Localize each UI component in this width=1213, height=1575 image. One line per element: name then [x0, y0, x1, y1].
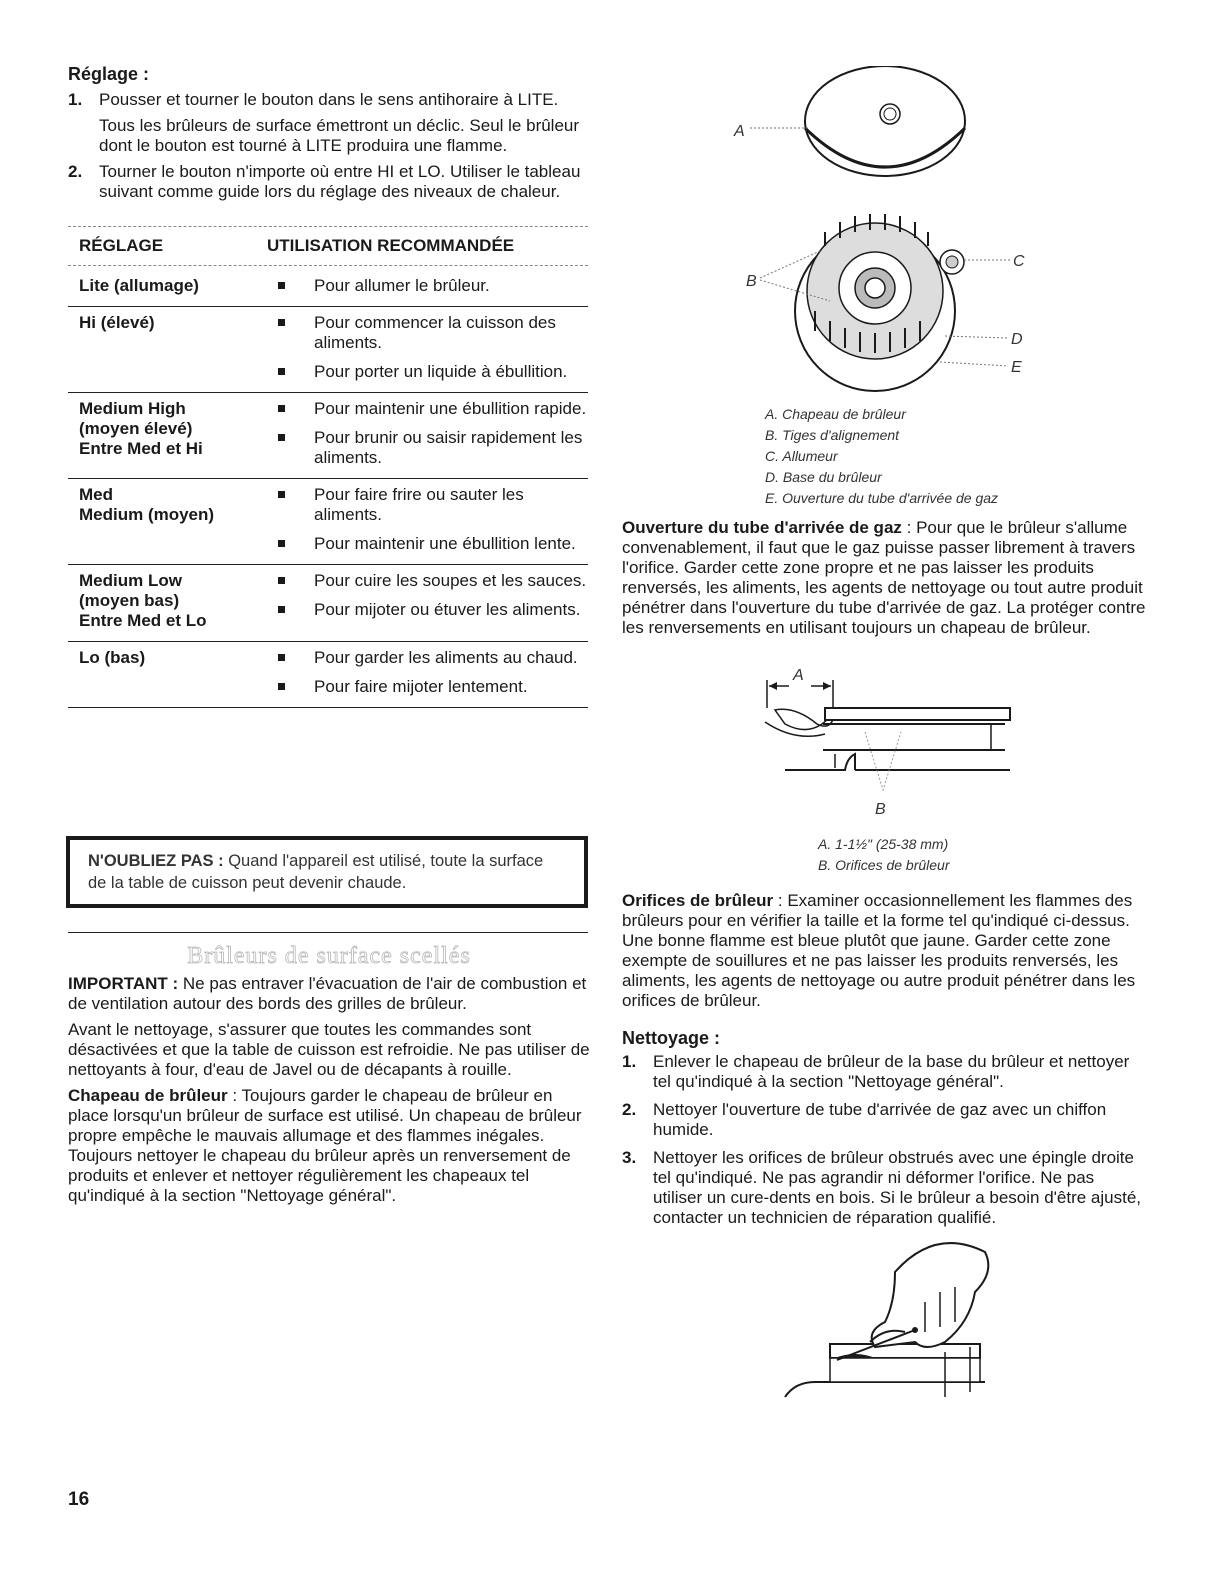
nettoyage-step: 2. Nettoyer l'ouverture de tube d'arrivée de gaz avec un chiffon humide. [622, 1100, 1107, 1139]
table-row [68, 270, 588, 307]
table-row [68, 307, 588, 393]
gas-paragraph: Ouverture du tube d'arrivée de gaz : Pour que le brûleur s'allume convenablement, il faut que le gaz puisse passer librement à travers l'orifice. Garder cette zone propre et ne pas laisser les produits renversés, les aliments, les agents de nettoyage ou tout autre produit pénétrer dans l'ouverture du tube d'arrivée de gaz. La protéger contre les renversements en utilisant toujours un chapeau de brûleur. [622, 518, 1146, 637]
row-level: Medium High (moyen élevé) Entre Med et Hi [79, 399, 203, 458]
bullet-icon [278, 683, 285, 690]
notice-box: N'OUBLIEZ PAS : Quand l'appareil est utilisé, toute la surface de la table de cuisson peut devenir chaude. [66, 836, 588, 908]
use-item: Pour mijoter ou étuver les aliments. [278, 600, 588, 620]
label-b: B [746, 273, 757, 290]
use-item: Pour maintenir une ébullition lente. [278, 534, 588, 554]
pin-cleaning-illustration [775, 1232, 995, 1402]
nettoyage-steps [622, 1052, 1147, 1228]
use-item: Pour maintenir une ébullition rapide. [278, 399, 588, 419]
label-a: A [734, 123, 745, 140]
reglage-section [68, 64, 590, 208]
reglage-step: 2. Tourner le bouton n'importe où entre HI et LO. Utiliser le tableau suivant comme guide lors du réglage des niveaux de chaleur. [68, 162, 581, 201]
use-item: Pour faire frire ou sauter les aliments. [278, 485, 588, 525]
flame-captions: A. 1-1½" (25-38 mm) B. Orifices de brûleur [818, 836, 950, 873]
settings-table [68, 226, 588, 708]
bullet-icon [278, 577, 285, 584]
row-uses [278, 648, 588, 697]
table-divider [68, 265, 588, 266]
important-paragraph: IMPORTANT : Ne pas entraver l'évacuation de l'air de combustion et de ventilation autour des bords des grilles de brûleur. [68, 974, 587, 1013]
table-row [68, 393, 588, 479]
label-b-orifices: B [875, 801, 886, 818]
row-uses [278, 571, 588, 631]
use-item: Pour garder les aliments au chaud. [278, 648, 588, 668]
use-item: Pour brunir ou saisir rapidement les aliments. [278, 428, 588, 468]
table-row [68, 642, 588, 708]
sealed-title: Brûleurs de surface scellés [187, 943, 471, 969]
row-uses [278, 485, 588, 554]
burner-illustration [730, 66, 1050, 406]
bullet-icon [278, 654, 285, 661]
col-utilisation: UTILISATION RECOMMANDÉE [267, 236, 515, 255]
reglage-steps [68, 90, 590, 202]
flame-illustration [755, 662, 1025, 822]
nettoyage-step: 3. Nettoyer les orifices de brûleur obstrués avec une épingle droite tel qu'indiqué. Ne pas agrandir ni déformer l'orifice. Ne pas utiliser un cure-dents en bois. Si le brûleur a besoin d'être ajusté, contacter un technicien de réparation qualifié. [622, 1148, 1142, 1227]
bullet-icon [278, 282, 285, 289]
row-level: Med Medium (moyen) [79, 485, 215, 524]
row-uses [278, 399, 588, 468]
section-rule [68, 932, 588, 933]
row-level: Lite (allumage) [79, 276, 199, 295]
label-a-dim: A [793, 667, 804, 684]
table-row [68, 565, 588, 642]
table-header [68, 227, 588, 265]
bullet-icon [278, 491, 285, 498]
bullet-icon [278, 540, 285, 547]
use-item: Pour cuire les soupes et les sauces. [278, 571, 588, 591]
row-level: Hi (élevé) [79, 313, 155, 332]
bullet-icon [278, 434, 285, 441]
nettoyage-section [622, 1028, 1147, 1234]
sealed-section [68, 943, 590, 1212]
bullet-icon [278, 606, 285, 613]
cap-paragraph: Chapeau de brûleur : Toujours garder le chapeau de brûleur en place lorsqu'un brûleur de surface est utilisé. Un chapeau de brûleur propre empêche le mauvais allumage et des flammes inégales. Toujours nettoyer le chapeau du brûleur après un renversement de produits et enlever et nettoyer régulièrement les chapeaux tel qu'indiqué à la section "Nettoyage général". [68, 1086, 582, 1205]
use-item: Pour allumer le brûleur. [278, 276, 588, 296]
table-body [68, 270, 588, 708]
bullet-icon [278, 368, 285, 375]
row-level: Lo (bas) [79, 648, 146, 667]
page-number: 16 [68, 1489, 90, 1510]
nettoyage-heading: Nettoyage : [622, 1028, 721, 1048]
bullet-icon [278, 319, 285, 326]
label-d: D [1011, 331, 1023, 348]
use-item: Pour porter un liquide à ébullition. [278, 362, 588, 382]
row-uses [278, 276, 588, 296]
use-item: Pour commencer la cuisson des aliments. [278, 313, 588, 353]
label-e: E [1011, 359, 1022, 376]
burner-captions: A. Chapeau de brûleur B. Tiges d'alignement C. Allumeur D. Base du brûleur E. Ouverture du tube d'arrivée de gaz [765, 406, 999, 506]
table-row [68, 479, 588, 565]
use-item: Pour faire mijoter lentement. [278, 677, 588, 697]
reglage-heading: Réglage : [68, 64, 150, 84]
orifices-paragraph: Orifices de brûleur : Examiner occasionnellement les flammes des brûleurs pour en vérifier la taille et la forme tel qu'indiqué ci-dessus. Une bonne flamme est bleue plutôt que jaune. Garder cette zone exempte de souillures et ne pas laisser les produits renversés, les aliments, les agents de nettoyage ou autre produit pénétrer dans les orifices de brûleur. [622, 891, 1136, 1010]
before-cleaning-paragraph: Avant le nettoyage, s'assurer que toutes les commandes sont désactivées et que la table de cuisson est refroidie. Ne pas utiliser de nettoyants à four, d'eau de Javel ou de décapants à rouille. [68, 1020, 590, 1079]
row-level: Medium Low (moyen bas) Entre Med et Lo [79, 571, 207, 630]
bullet-icon [278, 405, 285, 412]
col-reglage: RÉGLAGE [79, 236, 164, 255]
label-c: C [1013, 253, 1025, 270]
nettoyage-step: 1. Enlever le chapeau de brûleur de la base du brûleur et nettoyer tel qu'indiqué à la section "Nettoyage général". [622, 1052, 1130, 1091]
reglage-step: 1. Pousser et tourner le bouton dans le sens antihoraire à LITE. Tous les brûleurs de surface émettront un déclic. Seul le brûleur dont le bouton est tourné à LITE produira une flamme. [68, 90, 580, 155]
row-uses [278, 313, 588, 382]
